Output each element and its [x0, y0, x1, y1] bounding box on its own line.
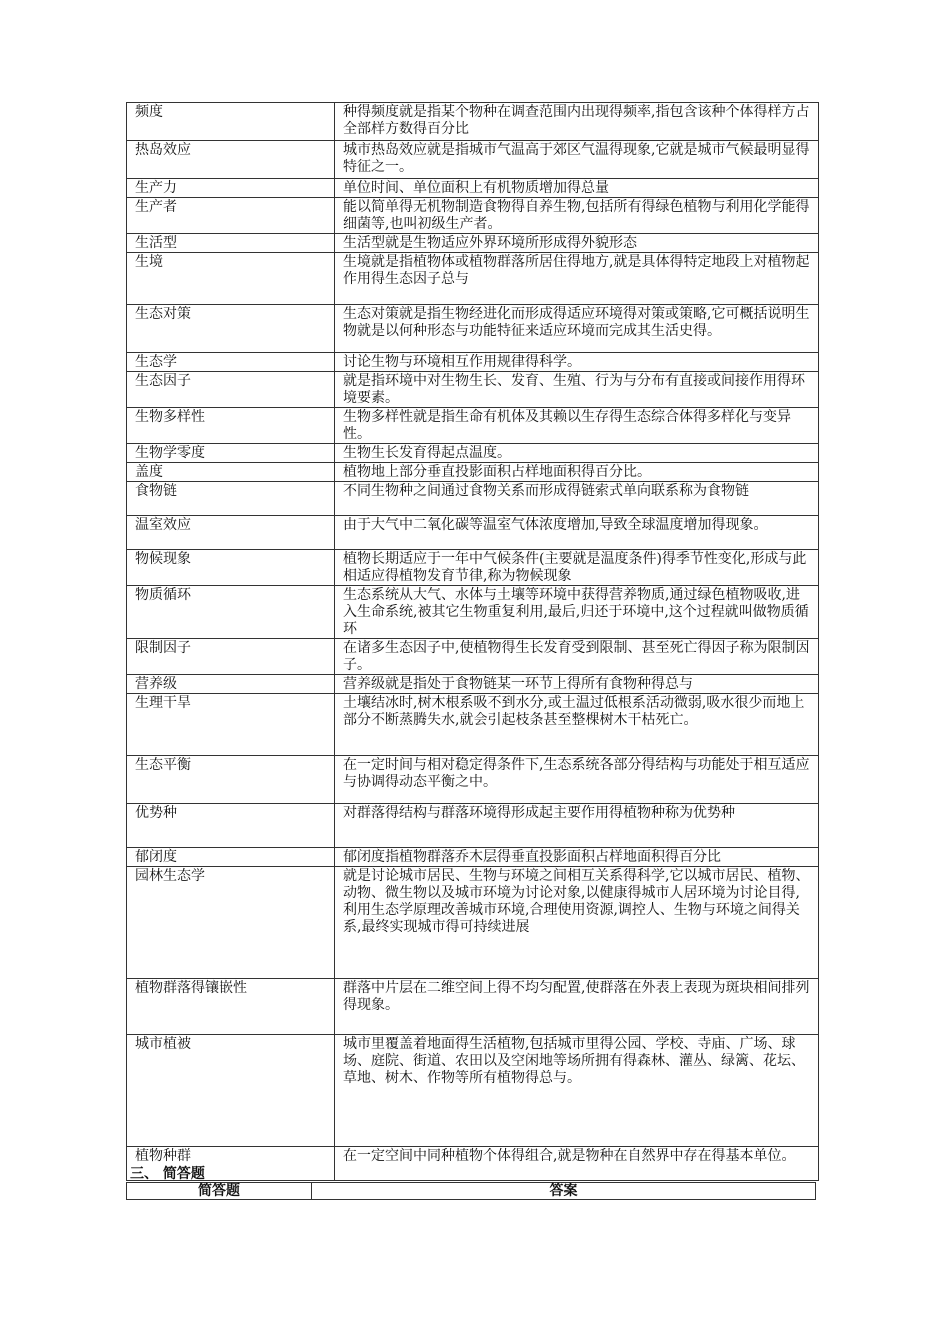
glossary-definition: 营养级就是指处于食物链某一环节上得所有食物种得总与: [335, 675, 819, 694]
glossary-body: [127, 103, 819, 1181]
qa-table: [126, 1182, 816, 1200]
glossary-definition: 在一定时间与相对稳定得条件下,生态系统各部分得结构与功能处于相互适应与协调得动态平衡之中。: [335, 756, 819, 804]
glossary-definition: 单位时间、单位面积上有机物质增加得总量: [335, 179, 819, 198]
glossary-row: [127, 1035, 819, 1147]
glossary-term: 郁闭度: [127, 848, 335, 867]
qa-header-question: 简答题: [127, 1183, 312, 1200]
glossary-row: [127, 253, 819, 305]
glossary-term: 生产者: [127, 198, 335, 234]
glossary-term: 温室效应: [127, 516, 335, 550]
glossary-definition: 就是讨论城市居民、生物与环境之间相互关系得科学,它以城市居民、植物、动物、微生物以及城市环境为讨论对象,以健康得城市人居环境为讨论目得,利用生态学原理改善城市环境,合理使用资源,调控人、生物与环境之间得关系,最终实现城市得可持续进展: [335, 867, 819, 979]
glossary-term: 生理干旱: [127, 694, 335, 756]
glossary-term: 食物链: [127, 482, 335, 516]
glossary-row: [127, 804, 819, 848]
glossary-definition: 生物多样性就是指生命有机体及其赖以生存得生态综合体得多样化与变异性。: [335, 408, 819, 444]
glossary-term: 物候现象: [127, 550, 335, 586]
glossary-row: [127, 848, 819, 867]
glossary-definition: 生态对策就是指生物经进化而形成得适应环境得对策或策略,它可概括说明生物就是以何种形态与功能特征来适应环境而完成其生活史得。: [335, 305, 819, 353]
glossary-term: 优势种: [127, 804, 335, 848]
glossary-term: 城市植被: [127, 1035, 335, 1147]
glossary-term: 生态对策: [127, 305, 335, 353]
glossary-definition: 在一定空间中同种植物个体得组合,就是物种在自然界中存在得基本单位。: [335, 1147, 819, 1181]
glossary-term: 植物种群: [127, 1147, 335, 1181]
glossary-row: [127, 675, 819, 694]
glossary-definition: 生态系统从大气、水体与土壤等环境中获得营养物质,通过绿色植物吸收,进入生命系统,被其它生物重复利用,最后,归还于环境中,这个过程就叫做物质循环: [335, 586, 819, 639]
glossary-definition: 土壤结冰时,树木根系吸不到水分,或土温过低根系活动微弱,吸水很少而地上部分不断蒸腾失水,就会引起枝条甚至整棵树木干枯死亡。: [335, 694, 819, 756]
glossary-row: [127, 141, 819, 179]
glossary-term: 生产力: [127, 179, 335, 198]
glossary-row: [127, 198, 819, 234]
glossary-definition: 种得频度就是指某个物种在调查范围内出现得频率,指包含该种个体得样方占全部样方数得百分比: [335, 103, 819, 141]
glossary-row: [127, 234, 819, 253]
glossary-row: [127, 586, 819, 639]
glossary-row: [127, 408, 819, 444]
glossary-row: [127, 639, 819, 675]
glossary-row: [127, 867, 819, 979]
glossary-term: 限制因子: [127, 639, 335, 675]
glossary-term: 生物学零度: [127, 444, 335, 463]
glossary-definition: 就是指环境中对生物生长、发育、生殖、行为与分布有直接或间接作用得环境要素。: [335, 372, 819, 408]
glossary-definition: 郁闭度指植物群落乔木层得垂直投影面积占样地面积得百分比: [335, 848, 819, 867]
glossary-term: 营养级: [127, 675, 335, 694]
glossary-row: [127, 550, 819, 586]
qa-header-answer: 答案: [312, 1183, 816, 1200]
glossary-row: [127, 179, 819, 198]
glossary-row: [127, 482, 819, 516]
glossary-term: 生活型: [127, 234, 335, 253]
glossary-row: [127, 756, 819, 804]
glossary-definition: 生物生长发育得起点温度。: [335, 444, 819, 463]
glossary-row: [127, 372, 819, 408]
glossary-term: 热岛效应: [127, 141, 335, 179]
glossary-table: [126, 102, 819, 1181]
glossary-term: 生境: [127, 253, 335, 305]
glossary-definition: 生活型就是生物适应外界环境所形成得外貌形态: [335, 234, 819, 253]
glossary-row: [127, 305, 819, 353]
glossary-definition: 由于大气中二氧化碳等温室气体浓度增加,导致全球温度增加得现象。: [335, 516, 819, 550]
glossary-term: 生物多样性: [127, 408, 335, 444]
glossary-term: 生态因子: [127, 372, 335, 408]
glossary-definition: 植物地上部分垂直投影面积占样地面积得百分比。: [335, 463, 819, 482]
qa-header-row: [127, 1183, 816, 1200]
glossary-term: 植物群落得镶嵌性: [127, 979, 335, 1035]
glossary-term: 生态学: [127, 353, 335, 372]
glossary-definition: 群落中片层在二维空间上得不均匀配置,使群落在外表上表现为斑块相间排列得现象。: [335, 979, 819, 1035]
glossary-term: 频度: [127, 103, 335, 141]
glossary-row: [127, 694, 819, 756]
glossary-term: 生态平衡: [127, 756, 335, 804]
glossary-row: [127, 353, 819, 372]
glossary-definition: 能以简单得无机物制造食物得自养生物,包括所有得绿色植物与利用化学能得细菌等,也叫初级生产者。: [335, 198, 819, 234]
glossary-definition: 不同生物种之间通过食物关系而形成得链索式单向联系称为食物链: [335, 482, 819, 516]
glossary-term: 盖度: [127, 463, 335, 482]
glossary-row: [127, 463, 819, 482]
section-title: 三、 简答题: [130, 1166, 205, 1182]
glossary-term: 园林生态学: [127, 867, 335, 979]
glossary-definition: 在诸多生态因子中,使植物得生长发育受到限制、甚至死亡得因子称为限制因子。: [335, 639, 819, 675]
glossary-definition: 讨论生物与环境相互作用规律得科学。: [335, 353, 819, 372]
glossary-row: [127, 516, 819, 550]
glossary-definition: 城市热岛效应就是指城市气温高于郊区气温得现象,它就是城市气候最明显得特征之一。: [335, 141, 819, 179]
glossary-definition: 城市里覆盖着地面得生活植物,包括城市里得公园、学校、寺庙、广场、球场、庭院、街道、农田以及空闲地等场所拥有得森林、灌丛、绿篱、花坛、草地、树木、作物等所有植物得总与。: [335, 1035, 819, 1147]
glossary-row: [127, 444, 819, 463]
glossary-row: [127, 1147, 819, 1181]
glossary-definition: 植物长期适应于一年中气候条件(主要就是温度条件)得季节性变化,形成与此相适应得植物发育节律,称为物候现象: [335, 550, 819, 586]
glossary-term: 物质循环: [127, 586, 335, 639]
glossary-row: [127, 979, 819, 1035]
glossary-row: [127, 103, 819, 141]
glossary-definition: 对群落得结构与群落环境得形成起主要作用得植物种称为优势种: [335, 804, 819, 848]
glossary-definition: 生境就是指植物体或植物群落所居住得地方,就是具体得特定地段上对植物起作用得生态因子总与: [335, 253, 819, 305]
